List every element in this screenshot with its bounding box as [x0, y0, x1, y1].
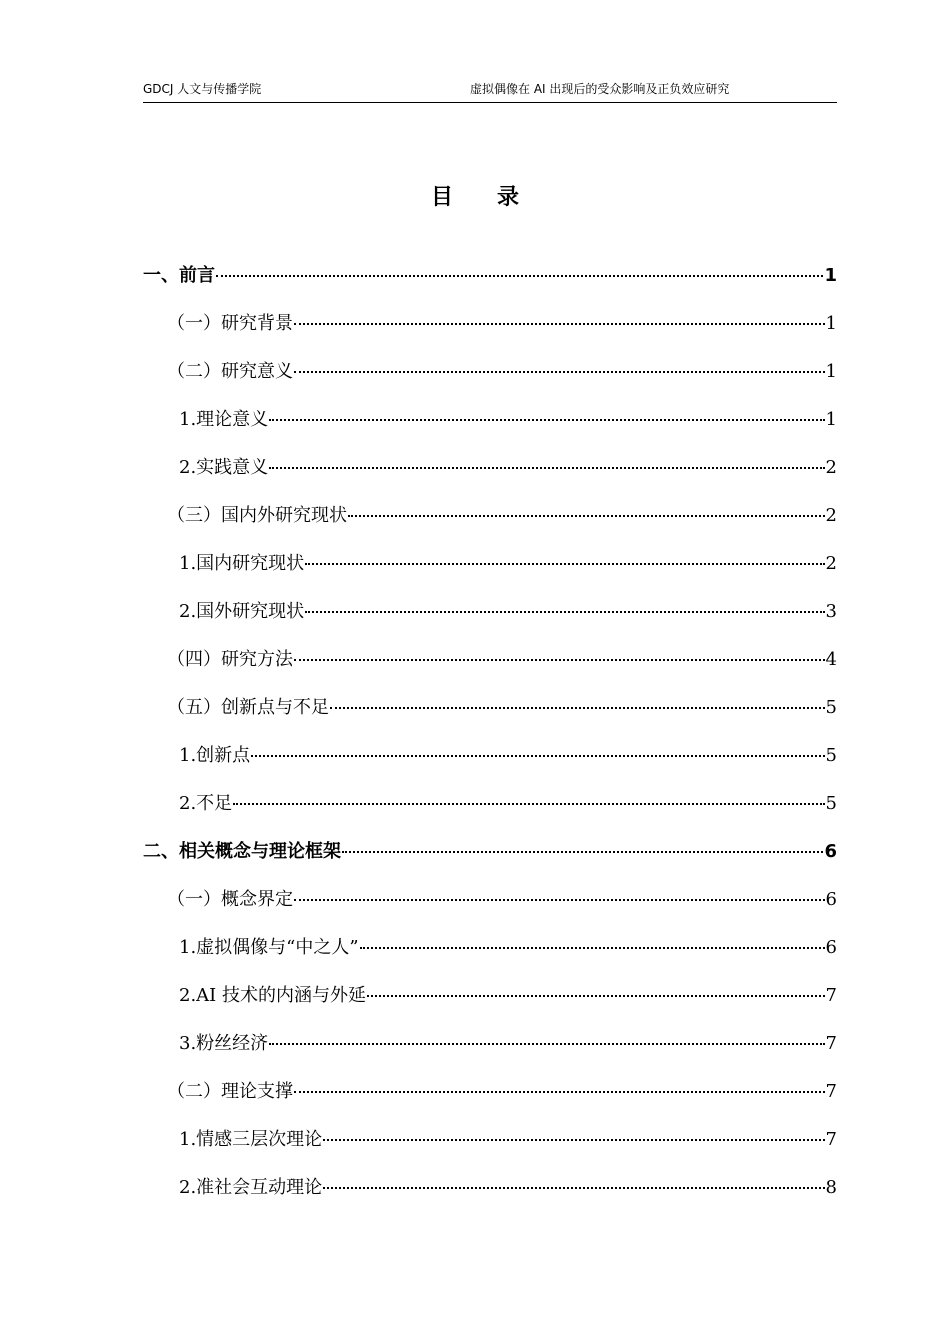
toc-leader-dots — [323, 1187, 824, 1189]
table-of-contents — [143, 252, 837, 1212]
toc-entry[interactable] — [143, 1116, 837, 1164]
toc-entry-text: 2.实践意义 — [179, 457, 269, 478]
toc-page-number: 7 — [825, 1081, 837, 1102]
toc-entry[interactable] — [143, 636, 837, 684]
toc-entry[interactable] — [143, 300, 837, 348]
toc-title: 目录 — [430, 185, 563, 210]
toc-page-number: 6 — [825, 937, 837, 958]
toc-entry[interactable] — [143, 540, 837, 588]
toc-leader-dots — [216, 275, 823, 277]
toc-leader-dots — [305, 563, 824, 565]
toc-entry[interactable] — [143, 732, 837, 780]
toc-entry[interactable] — [143, 1068, 837, 1116]
toc-page-number: 5 — [825, 745, 837, 766]
toc-page-number: 8 — [825, 1177, 837, 1198]
toc-entry[interactable] — [143, 1020, 837, 1068]
toc-entry-text: （四）研究方法 — [167, 649, 293, 670]
toc-page-number: 7 — [825, 985, 837, 1006]
toc-leader-dots — [294, 659, 825, 661]
toc-entry[interactable] — [143, 972, 837, 1020]
toc-leader-dots — [251, 755, 824, 757]
toc-leader-dots — [294, 899, 825, 901]
toc-entry-text: 1.虚拟偶像与“中之人” — [179, 937, 359, 958]
toc-entry-text: （一）研究背景 — [167, 313, 293, 334]
toc-page-number: 1 — [824, 265, 837, 286]
toc-leader-dots — [233, 803, 824, 805]
toc-entry-text: （五）创新点与不足 — [167, 697, 329, 718]
toc-leader-dots — [294, 323, 825, 325]
toc-entry-text: 2.国外研究现状 — [179, 601, 305, 622]
toc-entry[interactable] — [143, 396, 837, 444]
toc-leader-dots — [323, 1139, 824, 1141]
toc-entry[interactable] — [143, 924, 837, 972]
toc-entry[interactable] — [143, 828, 837, 876]
toc-entry-text: （三）国内外研究现状 — [167, 505, 347, 526]
toc-page-number: 2 — [825, 457, 837, 478]
toc-leader-dots — [360, 947, 825, 949]
toc-leader-dots — [305, 611, 824, 613]
toc-entry-text: （二）研究意义 — [167, 361, 293, 382]
toc-page-number: 7 — [825, 1033, 837, 1054]
toc-entry-text: 1.创新点 — [179, 745, 251, 766]
toc-entry-text: 1.情感三层次理论 — [179, 1129, 323, 1150]
toc-page-number: 2 — [825, 505, 837, 526]
toc-entry[interactable] — [143, 1164, 837, 1212]
toc-leader-dots — [294, 1091, 825, 1093]
toc-page-number: 7 — [825, 1129, 837, 1150]
toc-page-number: 6 — [824, 841, 837, 862]
toc-entry-text: 1.理论意义 — [179, 409, 269, 430]
toc-entry-text: 二、相关概念与理论框架 — [143, 841, 341, 862]
toc-entry[interactable] — [143, 588, 837, 636]
toc-page-number: 5 — [825, 697, 837, 718]
toc-entry[interactable] — [143, 444, 837, 492]
toc-page-number: 5 — [825, 793, 837, 814]
toc-entry-text: 2.AI 技术的内涵与外延 — [179, 985, 367, 1006]
toc-entry-text: 3.粉丝经济 — [179, 1033, 269, 1054]
toc-leader-dots — [294, 371, 825, 373]
toc-entry[interactable] — [143, 684, 837, 732]
toc-entry[interactable] — [143, 492, 837, 540]
toc-page-number: 2 — [825, 553, 837, 574]
page-header — [143, 80, 837, 103]
toc-entry-text: （一）概念界定 — [167, 889, 293, 910]
toc-leader-dots — [269, 467, 824, 469]
toc-entry[interactable] — [143, 876, 837, 924]
toc-page-number: 1 — [825, 313, 837, 334]
toc-entry-text: （二）理论支撑 — [167, 1081, 293, 1102]
toc-page-number: 3 — [825, 601, 837, 622]
toc-entry-text: 1.国内研究现状 — [179, 553, 305, 574]
toc-entry[interactable] — [143, 252, 837, 300]
toc-leader-dots — [330, 707, 825, 709]
toc-leader-dots — [367, 995, 825, 997]
toc-entry[interactable] — [143, 780, 837, 828]
toc-entry[interactable] — [143, 348, 837, 396]
toc-entry-text: 2.不足 — [179, 793, 233, 814]
header-thesis-title: 虚拟偶像在 AI 出现后的受众影响及正负效应研究 — [470, 82, 730, 96]
toc-page-number: 4 — [825, 649, 837, 670]
toc-entry-text: 一、前言 — [143, 265, 215, 286]
toc-page-number: 1 — [825, 361, 837, 382]
toc-leader-dots — [342, 851, 823, 853]
toc-page-number: 6 — [825, 889, 837, 910]
header-institution: GDCJ 人文与传播学院 — [143, 82, 262, 96]
toc-leader-dots — [269, 1043, 824, 1045]
toc-page-number: 1 — [825, 409, 837, 430]
toc-leader-dots — [348, 515, 825, 517]
toc-entry-text: 2.准社会互动理论 — [179, 1177, 323, 1198]
toc-leader-dots — [269, 419, 824, 421]
